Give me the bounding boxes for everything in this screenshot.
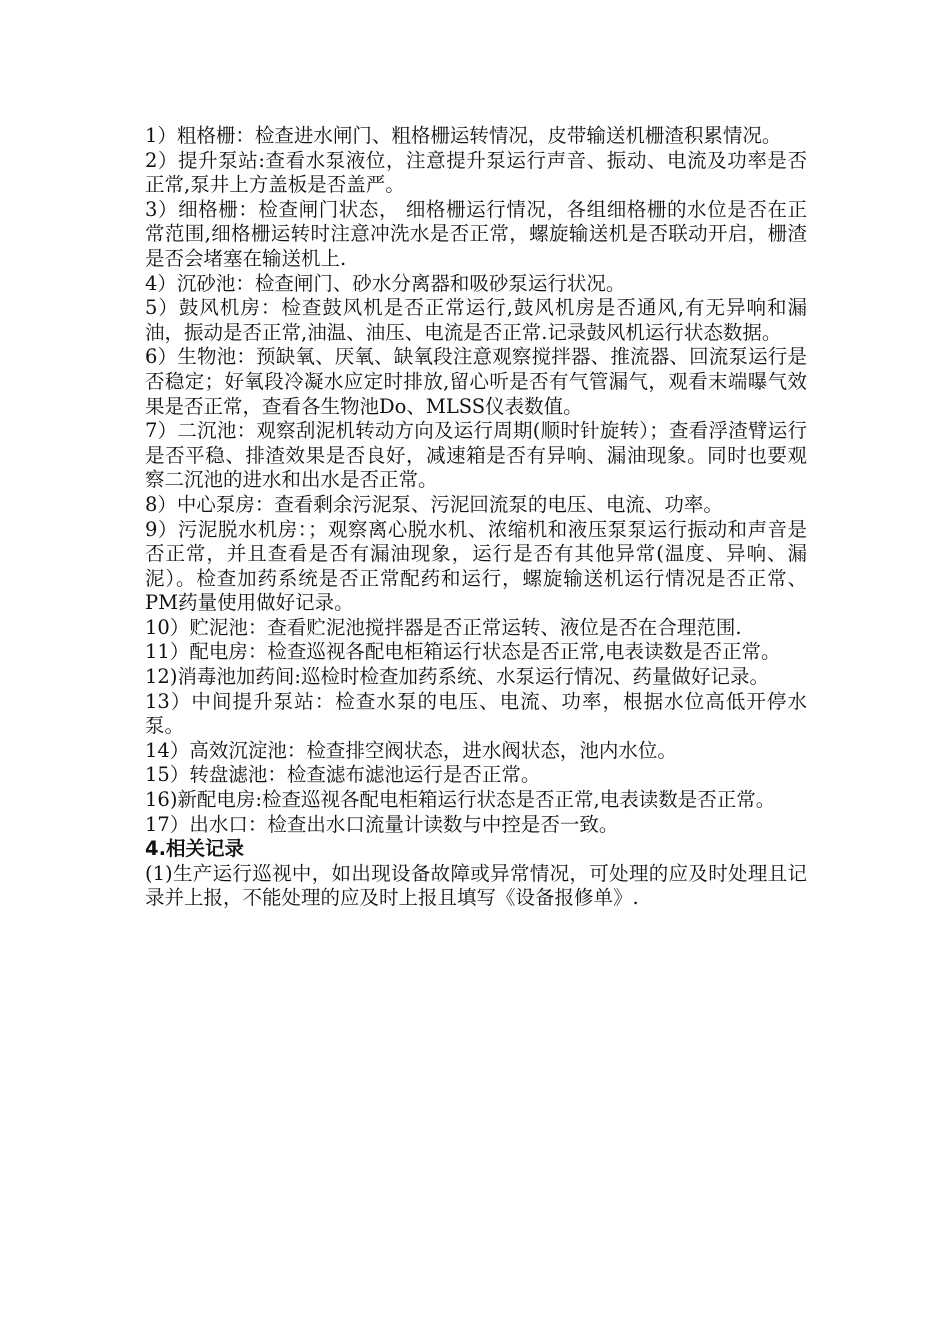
inspection-item-8: 8）中心泵房：查看剩余污泥泵、污泥回流泵的电压、电流、功率。	[145, 492, 723, 516]
inspection-item-11: 11）配电房：检查巡视各配电柜箱运行状态是否正常,电表读数是否正常。	[145, 640, 781, 664]
inspection-item-14: 14）高效沉淀池：检查排空阀状态，进水阀状态，池内水位。	[145, 738, 677, 762]
inspection-item-15: 15）转盘滤池：检查滤布滤池运行是否正常。	[145, 763, 541, 787]
inspection-item-1: 1）粗格栅：检查进水闸门、粗格栅运转情况，皮带输送机栅渣积累情况。	[145, 124, 782, 147]
section-heading: 4.相关记录	[145, 837, 244, 861]
inspection-item-9: 9）污泥脱水机房：；观察离心脱水机、浓缩机和液压泵泵运行振动和声音是否正常，并且查看是否有漏油现象，运行是否有其他异常(温度、异响、漏泥）。检查加药系统是否正常配药和运行，螺旋输送机运行情况是否正常、PM药量使用做好记录。	[145, 517, 807, 615]
inspection-item-7: 7）二沉池：观察刮泥机转动方向及运行周期(顺时针旋转）；查看浮渣臂运行是否平稳、排渣效果是否良好，减速箱是否有异响、漏油现象。同时也要观察二沉池的进水和出水是否正常。	[145, 419, 807, 492]
record-item-1: (1)生产运行巡视中，如出现设备故障或异常情况，可处理的应及时处理且记录并上报，不能处理的应及时上报且填写《设备报修单》.	[145, 861, 807, 910]
inspection-item-17: 17）出水口：检查出水口流量计读数与中控是否一致。	[145, 812, 619, 836]
inspection-item-13: 13）中间提升泵站：检查水泵的电压、电流、功率，根据水位高低开停水泵。	[145, 689, 807, 738]
document-body	[145, 124, 807, 911]
inspection-item-4: 4）沉砂池：检查闸门、砂水分离器和吸砂泵运行状况。	[145, 271, 626, 295]
inspection-item-10: 10）贮泥池：查看贮泥池搅拌器是否正常运转、液位是否在合理范围.	[145, 615, 742, 639]
inspection-item-3: 3）细格栅：检查闸门状态， 细格栅运行情况，各组细格栅的水位是否在正常范围,细格栅运转时注意冲洗水是否正常，螺旋输送机是否联动开启，栅渣是否会堵塞在输送机上.	[145, 197, 807, 270]
inspection-item-6: 6）生物池：预缺氧、厌氧、缺氧段注意观察搅拌器、推流器、回流泵运行是否稳定；好氧段冷凝水应定时排放,留心听是否有气管漏气，观看末端曝气效果是否正常，查看各生物池Do、MLSS仪表数值。	[145, 345, 807, 418]
inspection-item-16: 16)新配电房:检查巡视各配电柜箱运行状态是否正常,电表读数是否正常。	[145, 788, 776, 812]
inspection-item-5: 5）鼓风机房：检查鼓风机是否正常运行,鼓风机房是否通风,有无异响和漏油，振动是否正常,油温、油压、电流是否正常.记录鼓风机运行状态数据。	[145, 296, 807, 344]
inspection-item-2: 2）提升泵站:查看水泵液位，注意提升泵运行声音、振动、电流及功率是否正常,泵井上方盖板是否盖严。	[145, 148, 807, 197]
inspection-item-12: 12)消毒池加药间:巡检时检查加药系统、水泵运行情况、药量做好记录。	[145, 665, 769, 689]
